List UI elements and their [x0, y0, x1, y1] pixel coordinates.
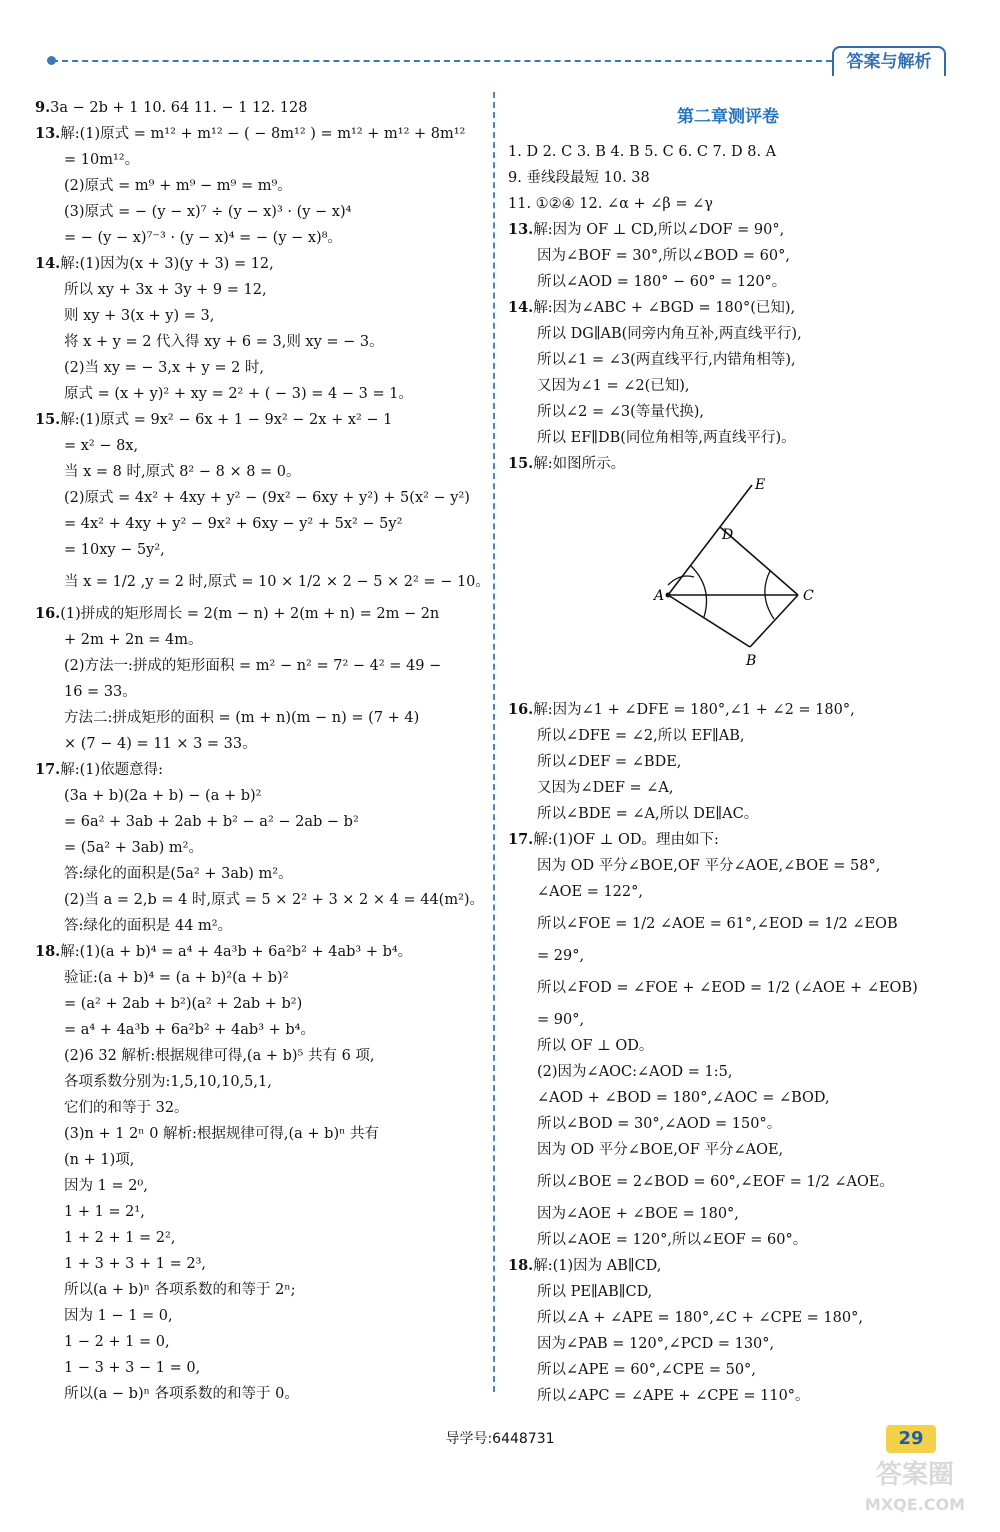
- answer-line: [35, 381, 485, 407]
- point-a: [666, 593, 671, 598]
- answer-text: 因为∠BOF = 30°,所以∠BOD = 60°,: [537, 248, 790, 264]
- answer-text: = 6a² + 3ab + 2ab + b² − a² − 2ab − b²: [64, 814, 359, 830]
- page-number: 29: [886, 1425, 936, 1453]
- answer-line: [35, 1121, 485, 1147]
- answer-line: [35, 95, 485, 121]
- answer-line: [508, 321, 948, 347]
- answer-line: [35, 861, 485, 887]
- answer-text: = (a² + 2ab + b²)(a² + 2ab + b²): [64, 996, 303, 1012]
- answer-text: 所以∠FOE = 1/2 ∠AOE = 61°,∠EOD = 1/2 ∠EOB: [537, 916, 898, 932]
- answer-line: [35, 1069, 485, 1095]
- question-number: 16.: [35, 605, 61, 622]
- question-number: 13.: [35, 125, 61, 142]
- answer-text: 解:(1)原式 = m¹² + m¹² − ( − 8m¹² ) = m¹² + m¹² + 8m¹²: [60, 126, 466, 142]
- answer-text: (2)当 xy = − 3,x + y = 2 时,: [64, 360, 265, 376]
- section-title: 第二章测评卷: [677, 107, 779, 127]
- answer-text: 它们的和等于 32。: [64, 1100, 189, 1116]
- answer-text: (2)原式 = 4x² + 4xy + y² − (9x² − 6xy + y²) + 5(x² − y²): [64, 490, 470, 506]
- answers-part-2: [508, 697, 948, 1409]
- right-column: [508, 95, 948, 1409]
- answer-text: (2)6 32 解析:根据规律可得,(a + b)⁵ 共有 6 项,: [64, 1048, 375, 1064]
- answer-text: (3)原式 = − (y − x)⁷ ÷ (y − x)³ · (y − x)⁴: [64, 204, 352, 220]
- answer-text: 所以∠APC = ∠APE + ∠CPE = 110°。: [537, 1388, 810, 1404]
- answer-line: [35, 251, 485, 277]
- question-number: 14.: [35, 255, 61, 272]
- answer-text: 因为 OD 平分∠BOE,OF 平分∠AOE,: [537, 1142, 784, 1158]
- answer-line: [508, 165, 948, 191]
- header-divider: [52, 60, 832, 62]
- answer-line: [35, 653, 485, 679]
- label-c: C: [803, 588, 814, 604]
- answer-line: [508, 425, 948, 451]
- answer-line: [35, 1017, 485, 1043]
- answer-line: [508, 1357, 948, 1383]
- answer-line: [508, 1085, 948, 1111]
- answer-line: [508, 347, 948, 373]
- answer-line: [508, 969, 948, 1007]
- answer-text: 所以 DG∥AB(同旁内角互补,两直线平行),: [537, 326, 802, 342]
- answer-text: = a⁴ + 4a³b + 6a²b² + 4ab³ + b⁴。: [64, 1022, 315, 1038]
- answer-text: = 10xy − 5y²,: [64, 542, 165, 558]
- answer-text: 因为∠AOE + ∠BOE = 180°,: [537, 1206, 739, 1222]
- answer-line: [508, 1305, 948, 1331]
- answer-text: = x² − 8x,: [64, 438, 139, 454]
- answer-text: 因为 1 = 2⁰,: [64, 1178, 148, 1194]
- answer-line: [508, 269, 948, 295]
- answer-line: [35, 731, 485, 757]
- answer-text: 答:绿化的面积是 44 m²。: [64, 918, 233, 934]
- arc-a: [690, 565, 707, 617]
- answer-line: [508, 1383, 948, 1409]
- answer-line: [508, 1007, 948, 1033]
- answer-text: 则 xy + 3(x + y) = 3,: [64, 308, 215, 324]
- answers-part-1: [508, 139, 948, 477]
- left-column: [35, 95, 490, 1407]
- answer-line: [35, 679, 485, 705]
- answer-line: [508, 1059, 948, 1085]
- answer-line: [35, 199, 485, 225]
- answer-text: 所以∠FOD = ∠FOE + ∠EOD = 1/2 (∠AOE + ∠EOB): [537, 980, 918, 996]
- watermark: [840, 1460, 990, 1530]
- answer-line: [35, 303, 485, 329]
- answer-text: (2)原式 = m⁹ + m⁹ − m⁹ = m⁹。: [64, 178, 292, 194]
- answer-text: 解:因为∠1 + ∠DFE = 180°,∠1 + ∠2 = 180°,: [533, 702, 855, 718]
- answer-line: [35, 1303, 485, 1329]
- question-number: 17.: [508, 831, 534, 848]
- answer-line: [35, 355, 485, 381]
- answer-line: [35, 147, 485, 173]
- answer-line: [35, 913, 485, 939]
- answer-text: 所以∠A + ∠APE = 180°,∠C + ∠CPE = 180°,: [537, 1310, 863, 1326]
- question-number: 18.: [35, 943, 61, 960]
- answer-line: [35, 1251, 485, 1277]
- answer-line: [508, 1279, 948, 1305]
- answer-line: [508, 943, 948, 969]
- answer-text: 3a − 2b + 1 10. 64 11. − 1 12. 128: [50, 100, 308, 116]
- answer-line: [508, 1201, 948, 1227]
- answer-text: 1 − 2 + 1 = 0,: [64, 1334, 170, 1350]
- label-e: E: [755, 477, 766, 493]
- answer-line: [508, 801, 948, 827]
- question-number: 15.: [508, 455, 534, 472]
- answer-line: [35, 991, 485, 1017]
- answer-text: × (7 − 4) = 11 × 3 = 33。: [64, 736, 257, 752]
- answer-line: [35, 511, 485, 537]
- answer-line: [35, 485, 485, 511]
- label-b: B: [746, 653, 757, 669]
- column-divider: [493, 92, 495, 1392]
- study-code: 导学号:6448731: [445, 1431, 555, 1447]
- answer-line: [35, 1329, 485, 1355]
- answer-line: [508, 775, 948, 801]
- line-ab: [668, 595, 750, 647]
- answer-text: (2)因为∠AOC:∠AOD = 1:5,: [537, 1064, 733, 1080]
- answer-line: [35, 121, 485, 147]
- answer-text: 1 + 2 + 1 = 2²,: [64, 1230, 176, 1246]
- answer-line: [35, 1355, 485, 1381]
- answer-line: [35, 1381, 485, 1407]
- answer-line: [508, 191, 948, 217]
- answer-text: 方法二:拼成矩形的面积 = (m + n)(m − n) = (7 + 4): [64, 710, 420, 726]
- answer-line: [508, 723, 948, 749]
- answer-text: 所以∠1 = ∠3(两直线平行,内错角相等),: [537, 352, 796, 368]
- line-bc: [750, 595, 798, 647]
- answer-line: [508, 1033, 948, 1059]
- answer-line: [35, 965, 485, 991]
- answer-line: [35, 887, 485, 913]
- answer-text: 所以∠2 = ∠3(等量代换),: [537, 404, 705, 420]
- question-number: 9.: [35, 99, 51, 116]
- answer-line: [35, 433, 485, 459]
- answer-text: 所以∠AOD = 180° − 60° = 120°。: [537, 274, 787, 290]
- arc-a-small: [668, 576, 694, 585]
- question-number: 13.: [508, 221, 534, 238]
- answer-line: [35, 835, 485, 861]
- answer-text: = 10m¹²。: [64, 152, 140, 168]
- answer-text: 11. ①②④ 12. ∠α + ∠β = ∠γ: [508, 196, 713, 212]
- answer-line: [35, 225, 485, 251]
- watermark-line-2: MXQE.COM: [864, 1495, 966, 1514]
- answer-text: 1 + 3 + 3 + 1 = 2³,: [64, 1256, 207, 1272]
- answer-line: [35, 1043, 485, 1069]
- answer-line: [508, 139, 948, 165]
- answer-line: [508, 1163, 948, 1201]
- answer-text: 16 = 33。: [64, 684, 137, 700]
- answer-text: 当 x = 1/2 ,y = 2 时,原式 = 10 × 1/2 × 2 − 5 × 2² = − 10。: [64, 574, 490, 590]
- answer-text: 所以(a − b)ⁿ 各项系数的和等于 0。: [64, 1386, 299, 1402]
- answer-text: = − (y − x)⁷⁻³ · (y − x)⁴ = − (y − x)⁸。: [64, 230, 343, 246]
- answer-text: 所以∠DFE = ∠2,所以 EF∥AB,: [537, 728, 745, 744]
- answer-text: 解:(1)依题意得:: [60, 762, 164, 778]
- answer-line: [508, 217, 948, 243]
- question-number: 15.: [35, 411, 61, 428]
- question-number: 18.: [508, 1257, 534, 1274]
- line-ae: [668, 485, 752, 595]
- answer-line: [35, 1095, 485, 1121]
- answer-line: [508, 827, 948, 853]
- answer-text: 所以 EF∥DB(同位角相等,两直线平行)。: [537, 430, 796, 446]
- answer-text: 解:(1)因为(x + 3)(y + 3) = 12,: [60, 256, 274, 272]
- answer-text: 各项系数分别为:1,5,10,10,5,1,: [64, 1074, 272, 1090]
- answer-line: [35, 1225, 485, 1251]
- answer-line: [35, 1199, 485, 1225]
- answer-line: [35, 809, 485, 835]
- answer-text: 所以 xy + 3x + 3y + 9 = 12,: [64, 282, 267, 298]
- answer-text: 1 + 1 = 2¹,: [64, 1204, 145, 1220]
- answer-line: [508, 853, 948, 879]
- answer-line: [508, 1137, 948, 1163]
- answer-text: 所以(a + b)ⁿ 各项系数的和等于 2ⁿ;: [64, 1282, 296, 1298]
- answer-text: (1)拼成的矩形周长 = 2(m − n) + 2(m + n) = 2m − 2n: [60, 606, 440, 622]
- answer-text: (3a + b)(2a + b) − (a + b)²: [64, 788, 262, 804]
- answer-text: = (5a² + 3ab) m²。: [64, 840, 203, 856]
- answer-line: [35, 939, 485, 965]
- answer-text: (n + 1)项,: [64, 1152, 135, 1168]
- answer-line: [35, 1173, 485, 1199]
- answer-line: [508, 749, 948, 775]
- answer-text: ∠AOE = 122°,: [537, 884, 643, 900]
- answer-text: 1 − 3 + 3 − 1 = 0,: [64, 1360, 201, 1376]
- answer-text: 所以 OF ⊥ OD。: [537, 1038, 654, 1054]
- answer-line: [35, 537, 485, 563]
- answer-line: [508, 373, 948, 399]
- answer-text: 将 x + y = 2 代入得 xy + 6 = 3,则 xy = − 3。: [64, 334, 384, 350]
- answer-line: [35, 627, 485, 653]
- answer-line: [35, 1277, 485, 1303]
- answer-text: 又因为∠DEF = ∠A,: [537, 780, 674, 796]
- answer-text: 验证:(a + b)⁴ = (a + b)²(a + b)²: [64, 970, 289, 986]
- answer-text: 当 x = 8 时,原式 8² − 8 × 8 = 0。: [64, 464, 301, 480]
- answer-text: 因为∠PAB = 120°,∠PCD = 130°,: [537, 1336, 775, 1352]
- answer-line: [508, 295, 948, 321]
- answer-text: 解:如图所示。: [533, 456, 626, 472]
- answer-line: [508, 905, 948, 943]
- answer-line: [35, 783, 485, 809]
- answer-text: 所以∠BOD = 30°,∠AOD = 150°。: [537, 1116, 782, 1132]
- answer-text: = 4x² + 4xy + y² − 9x² + 6xy − y² + 5x² − 5y²: [64, 516, 403, 532]
- answer-line: [508, 1111, 948, 1137]
- answer-text: (3)n + 1 2ⁿ 0 解析:根据规律可得,(a + b)ⁿ 共有: [64, 1126, 380, 1142]
- answer-text: = 29°,: [537, 948, 585, 964]
- construction-figure: [508, 477, 948, 697]
- answer-text: ∠AOD + ∠BOD = 180°,∠AOC = ∠BOD,: [537, 1090, 830, 1106]
- answer-text: 解:(1)(a + b)⁴ = a⁴ + 4a³b + 6a²b² + 4ab³ + b⁴。: [60, 944, 413, 960]
- answer-text: 解:因为 OF ⊥ CD,所以∠DOF = 90°,: [533, 222, 785, 238]
- answer-line: [508, 1253, 948, 1279]
- answer-line: [508, 1227, 948, 1253]
- answer-line: [35, 563, 490, 601]
- question-number: 17.: [35, 761, 61, 778]
- answer-text: = 90°,: [537, 1012, 585, 1028]
- answer-text: 原式 = (x + y)² + xy = 2² + ( − 3) = 4 − 3 = 1。: [64, 386, 413, 402]
- answer-text: 所以 PE∥AB∥CD,: [537, 1284, 653, 1300]
- answer-text: 解:(1)原式 = 9x² − 6x + 1 − 9x² − 2x + x² − 1: [60, 412, 393, 428]
- answer-line: [35, 407, 485, 433]
- answer-line: [35, 173, 485, 199]
- label-a: A: [654, 588, 665, 604]
- answer-line: [508, 879, 948, 905]
- answer-text: 因为 OD 平分∠BOE,OF 平分∠AOE,∠BOE = 58°,: [537, 858, 881, 874]
- answer-text: (2)当 a = 2,b = 4 时,原式 = 5 × 2² + 3 × 2 × 4 = 44(m²)。: [64, 892, 485, 908]
- answer-text: 所以∠APE = 60°,∠CPE = 50°,: [537, 1362, 756, 1378]
- answer-line: [508, 399, 948, 425]
- answer-line: [508, 243, 948, 269]
- answer-text: 解:因为∠ABC + ∠BGD = 180°(已知),: [533, 300, 796, 316]
- answer-text: 所以∠BOE = 2∠BOD = 60°,∠EOF = 1/2 ∠AOE。: [537, 1174, 894, 1190]
- answer-line: [508, 1331, 948, 1357]
- question-number: 14.: [508, 299, 534, 316]
- answer-text: 所以∠DEF = ∠BDE,: [537, 754, 682, 770]
- answer-text: 所以∠BDE = ∠A,所以 DE∥AC。: [537, 806, 759, 822]
- answer-text: 所以∠AOE = 120°,所以∠EOF = 60°。: [537, 1232, 808, 1248]
- construction-diagram: [508, 477, 948, 697]
- answer-line: [35, 1147, 485, 1173]
- answer-line: [35, 705, 485, 731]
- answer-text: 因为 1 − 1 = 0,: [64, 1308, 173, 1324]
- watermark-line-1: 答案圈: [875, 1460, 954, 1490]
- answer-line: [35, 277, 485, 303]
- question-number: 16.: [508, 701, 534, 718]
- answer-line: [35, 329, 485, 355]
- answer-line: [508, 697, 948, 723]
- answer-text: 解:(1)OF ⊥ OD。理由如下:: [533, 832, 719, 848]
- label-d: D: [722, 527, 734, 543]
- answer-text: (2)方法一:拼成的矩形面积 = m² − n² = 7² − 4² = 49 −: [64, 658, 442, 674]
- answer-line: [35, 757, 485, 783]
- answer-line: [35, 601, 485, 627]
- answer-text: 1. D 2. C 3. B 4. B 5. C 6. C 7. D 8. A: [508, 144, 777, 160]
- answer-text: 9. 垂线段最短 10. 38: [508, 170, 650, 186]
- answer-text: 答:绿化的面积是(5a² + 3ab) m²。: [64, 866, 293, 882]
- answer-text: 解:(1)因为 AB∥CD,: [533, 1258, 662, 1274]
- answer-line: [508, 451, 948, 477]
- header-tab: 答案与解析: [832, 46, 946, 76]
- answer-text: 又因为∠1 = ∠2(已知),: [537, 378, 690, 394]
- answer-line: [35, 459, 485, 485]
- answer-text: + 2m + 2n = 4m。: [64, 632, 203, 648]
